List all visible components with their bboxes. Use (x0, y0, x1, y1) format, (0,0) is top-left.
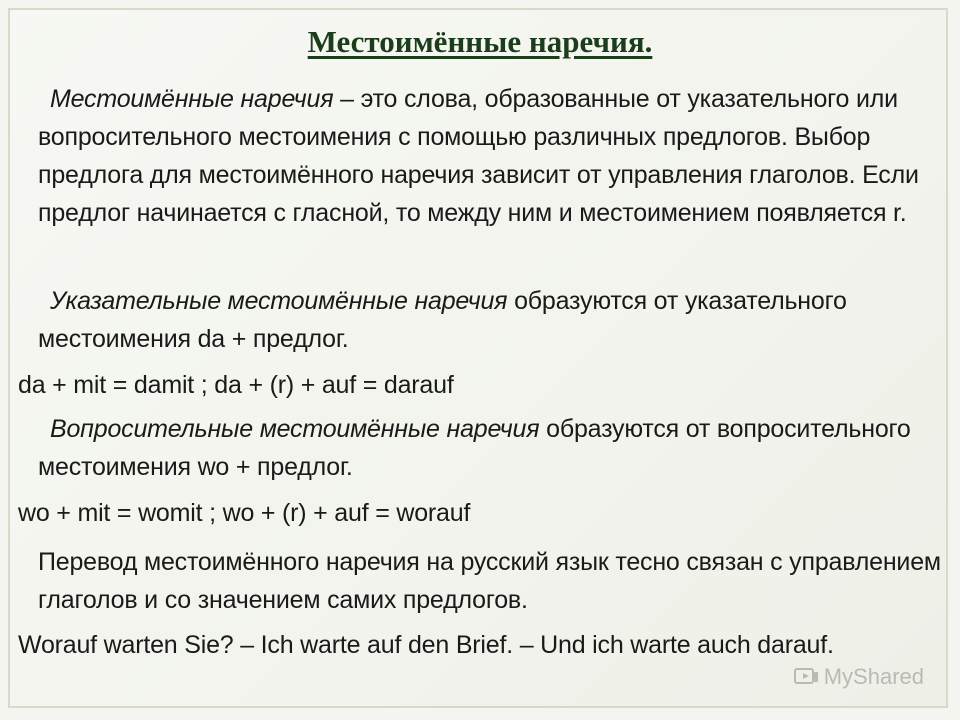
definition-term: Местоимённые наречия (50, 85, 334, 113)
interrogative-formula: wo + mit = womit ; wo + (r) + auf = worauf (18, 499, 471, 527)
page-title: Местоимённые наречия. (307, 24, 653, 59)
example-sentence: Worauf warten Sie? – Ich warte auf den Brief. – Und ich warte auch darauf. (18, 631, 834, 659)
watermark-text: MyShared (823, 664, 924, 689)
translation-paragraph: Перевод местоимённого наречия на русский язык тесно связан с управлением глаголов и со значением самих предлогов. (38, 548, 941, 614)
interrogative-text: образуются от вопросительного местоимения wo + предлог. (38, 415, 911, 481)
demonstrative-term: Указательные местоимённые наречия (50, 287, 508, 315)
myshared-logo-icon (794, 666, 820, 688)
demonstrative-paragraph (38, 282, 953, 358)
demonstrative-text: образуются от указательного местоимения da + предлог. (38, 287, 847, 353)
watermark (794, 664, 924, 690)
demonstrative-formula: da + mit = damit ; da + (r) + auf = darauf (18, 371, 454, 399)
definition-paragraph (38, 80, 953, 232)
interrogative-paragraph (38, 410, 953, 486)
interrogative-term: Вопросительные местоимённые наречия (50, 415, 540, 443)
definition-text: – это слова, образованные от указательного или вопросительного местоимения с помощью различных предлогов. Выбор предлога для местоимённого наречия зависит от управления глаголов. Если предлог начинается с гласной, то между ним и местоимением появляется r. (38, 85, 919, 227)
